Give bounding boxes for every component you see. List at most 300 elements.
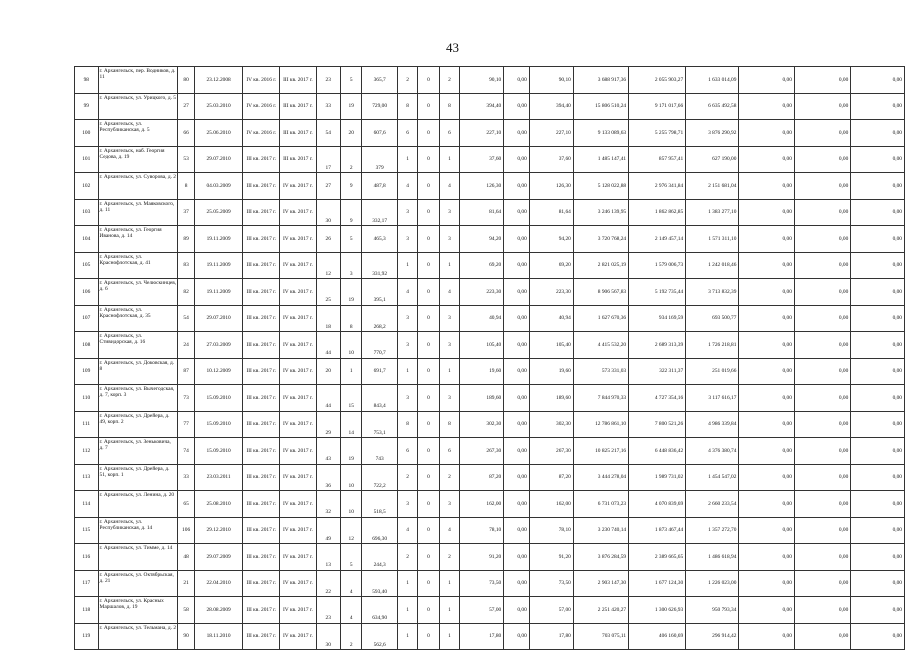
extra-funds-cell: 0,00 — [851, 544, 905, 571]
act-number-cell: 90 — [178, 623, 195, 650]
local-budget-cell: 0,00 — [739, 544, 794, 571]
municipal-area-cell: 0,00 — [504, 279, 530, 306]
private-area-cell: 94,20 — [529, 226, 573, 253]
resettlement-quarter-cell: IV кв. 2017 г. — [280, 411, 316, 438]
table-row — [75, 517, 905, 544]
regional-budget-cell: 3 876 290,92 — [686, 120, 739, 147]
table-row — [75, 597, 905, 624]
planned-quarter-cell: III кв. 2017 г. — [243, 464, 280, 491]
act-number-cell: 66 — [178, 120, 195, 147]
total-area-cell: 162,00 — [460, 491, 504, 518]
act-date-cell: 15.09.2010 — [194, 438, 242, 465]
municipal-premises-cell: 0 — [418, 67, 439, 94]
extra-funds-cell: 0,00 — [851, 279, 905, 306]
resettlement-quarter-cell: IV кв. 2017 г. — [280, 199, 316, 226]
municipal-area-cell: 0,00 — [504, 570, 530, 597]
municipal-area-cell: 0,00 — [504, 517, 530, 544]
act-number-cell: 53 — [178, 146, 195, 173]
regional-budget-cell: 2 151 681,04 — [686, 173, 739, 200]
municipal-area-cell: 0,00 — [504, 491, 530, 518]
page-number: 43 — [446, 40, 459, 55]
regional-budget-cell: 1 226 023,00 — [686, 570, 739, 597]
residents-cell: 18 — [316, 305, 340, 332]
municipal-premises-cell: 0 — [418, 226, 439, 253]
planned-quarter-cell: III кв. 2017 г. — [243, 385, 280, 412]
premises-count-cell: 19 — [340, 279, 362, 306]
residents-cell: 44 — [316, 332, 340, 359]
residents-cell: 33 — [316, 93, 340, 120]
area-cell: 465,3 — [362, 226, 397, 253]
municipal-area-cell: 0,00 — [504, 385, 530, 412]
municipal-premises-cell: 0 — [418, 279, 439, 306]
residents-cell: 29 — [316, 411, 340, 438]
act-number-cell: 21 — [178, 570, 195, 597]
address-cell: г. Архангельск, ул. Челюскинцев, д. 6 — [98, 279, 178, 306]
private-premises-cell: 3 — [439, 385, 459, 412]
residents-cell: 23 — [316, 67, 340, 94]
other-funds-cell: 0,00 — [794, 544, 850, 571]
total-area-cell: 267,30 — [460, 438, 504, 465]
total-cost-cell: 3 246 139,95 — [573, 199, 628, 226]
act-date-cell: 25.05.2009 — [194, 199, 242, 226]
resettlement-quarter-cell: IV кв. 2017 г. — [280, 226, 316, 253]
extra-funds-cell: 0,00 — [851, 464, 905, 491]
address-cell: г. Архангельск, ул. Республиканская, д. 5 — [98, 120, 178, 147]
row-number-cell: 119 — [75, 623, 99, 650]
planned-quarter-cell: IV кв. 2016 г. — [243, 67, 280, 94]
act-number-cell: 24 — [178, 332, 195, 359]
fund-cost-cell: 2 149 457,14 — [629, 226, 686, 253]
municipal-premises-cell: 0 — [418, 438, 439, 465]
total-cost-cell: 4 415 532,20 — [573, 332, 628, 359]
other-funds-cell: 0,00 — [794, 385, 850, 412]
act-date-cell: 19.11.2009 — [194, 252, 242, 279]
row-number-cell: 107 — [75, 305, 99, 332]
address-cell: г. Архангельск, пер. Водников, д. 11 — [98, 67, 178, 94]
municipal-area-cell: 0,00 — [504, 120, 530, 147]
private-premises-cell: 4 — [439, 517, 459, 544]
total-premises-cell: 3 — [397, 226, 417, 253]
fund-cost-cell: 1 989 731,02 — [629, 464, 686, 491]
total-premises-cell: 4 — [397, 173, 417, 200]
row-number-cell: 100 — [75, 120, 99, 147]
row-number-cell: 104 — [75, 226, 99, 253]
private-premises-cell: 1 — [439, 146, 459, 173]
resettlement-quarter-cell: IV кв. 2017 г. — [280, 252, 316, 279]
other-funds-cell: 0,00 — [794, 517, 850, 544]
municipal-premises-cell: 0 — [418, 252, 439, 279]
act-date-cell: 29.12.2010 — [194, 517, 242, 544]
fund-cost-cell: 1 873 467,44 — [629, 517, 686, 544]
private-area-cell: 227,10 — [529, 120, 573, 147]
local-budget-cell: 0,00 — [739, 570, 794, 597]
area-cell: 331,92 — [362, 252, 397, 279]
total-premises-cell: 8 — [397, 93, 417, 120]
total-cost-cell: 2 821 025,19 — [573, 252, 628, 279]
total-cost-cell: 1 485 147,41 — [573, 146, 628, 173]
row-number-cell: 110 — [75, 385, 99, 412]
fund-cost-cell: 9 171 017,66 — [629, 93, 686, 120]
private-area-cell: 90,10 — [529, 67, 573, 94]
local-budget-cell: 0,00 — [739, 491, 794, 518]
private-area-cell: 267,30 — [529, 438, 573, 465]
private-premises-cell: 8 — [439, 93, 459, 120]
row-number-cell: 109 — [75, 358, 99, 385]
planned-quarter-cell: III кв. 2017 г. — [243, 252, 280, 279]
total-premises-cell: 1 — [397, 570, 417, 597]
municipal-area-cell: 0,00 — [504, 252, 530, 279]
municipal-premises-cell: 0 — [418, 146, 439, 173]
private-area-cell: 87,20 — [529, 464, 573, 491]
private-premises-cell: 3 — [439, 305, 459, 332]
private-premises-cell: 2 — [439, 544, 459, 571]
premises-count-cell: 5 — [340, 544, 362, 571]
total-cost-cell: 1 627 670,36 — [573, 305, 628, 332]
total-cost-cell: 573 331,03 — [573, 358, 628, 385]
table-row — [75, 358, 905, 385]
premises-count-cell: 19 — [340, 93, 362, 120]
other-funds-cell: 0,00 — [794, 252, 850, 279]
act-date-cell: 27.03.2009 — [194, 332, 242, 359]
total-area-cell: 223,30 — [460, 279, 504, 306]
municipal-area-cell: 0,00 — [504, 358, 530, 385]
total-premises-cell: 1 — [397, 252, 417, 279]
other-funds-cell: 0,00 — [794, 623, 850, 650]
municipal-premises-cell: 0 — [418, 332, 439, 359]
table-row — [75, 544, 905, 571]
total-area-cell: 57,00 — [460, 597, 504, 624]
regional-budget-cell: 1 726 218,81 — [686, 332, 739, 359]
address-cell: г. Архангельск, ул. Доковская, д. 8 — [98, 358, 178, 385]
other-funds-cell: 0,00 — [794, 491, 850, 518]
regional-budget-cell: 3 713 832,39 — [686, 279, 739, 306]
premises-count-cell: 1 — [340, 358, 362, 385]
regional-budget-cell: 251 019,66 — [686, 358, 739, 385]
municipal-premises-cell: 0 — [418, 464, 439, 491]
premises-count-cell: 8 — [340, 305, 362, 332]
extra-funds-cell: 0,00 — [851, 226, 905, 253]
private-premises-cell: 3 — [439, 332, 459, 359]
row-number-cell: 112 — [75, 438, 99, 465]
private-area-cell: 81,64 — [529, 199, 573, 226]
act-number-cell: 8 — [178, 173, 195, 200]
total-cost-cell: 3 230 740,14 — [573, 517, 628, 544]
area-cell: 395,1 — [362, 279, 397, 306]
local-budget-cell: 0,00 — [739, 623, 794, 650]
total-area-cell: 302,30 — [460, 411, 504, 438]
resettlement-quarter-cell: III кв. 2017 г. — [280, 120, 316, 147]
planned-quarter-cell: IV кв. 2016 г. — [243, 120, 280, 147]
local-budget-cell: 0,00 — [739, 464, 794, 491]
other-funds-cell: 0,00 — [794, 358, 850, 385]
municipal-area-cell: 0,00 — [504, 67, 530, 94]
total-premises-cell: 1 — [397, 146, 417, 173]
act-number-cell: 89 — [178, 226, 195, 253]
act-number-cell: 82 — [178, 279, 195, 306]
act-date-cell: 25.08.2010 — [194, 491, 242, 518]
municipal-area-cell: 0,00 — [504, 623, 530, 650]
fund-cost-cell: 406 160,69 — [629, 623, 686, 650]
act-date-cell: 10.12.2009 — [194, 358, 242, 385]
extra-funds-cell: 0,00 — [851, 93, 905, 120]
total-area-cell: 394,40 — [460, 93, 504, 120]
address-cell: г. Архангельск, ул. Красных Маршалов, д. 19 — [98, 597, 178, 624]
area-cell: 729,00 — [362, 93, 397, 120]
extra-funds-cell: 0,00 — [851, 570, 905, 597]
address-cell: г. Архангельск, ул. Вычегодская, д. 7, корп. 3 — [98, 385, 178, 412]
local-budget-cell: 0,00 — [739, 146, 794, 173]
act-date-cell: 29.07.2009 — [194, 544, 242, 571]
resettlement-quarter-cell: IV кв. 2017 г. — [280, 438, 316, 465]
other-funds-cell: 0,00 — [794, 279, 850, 306]
other-funds-cell: 0,00 — [794, 305, 850, 332]
extra-funds-cell: 0,00 — [851, 305, 905, 332]
row-number-cell: 118 — [75, 597, 99, 624]
area-cell: 562,6 — [362, 623, 397, 650]
total-area-cell: 19,60 — [460, 358, 504, 385]
total-cost-cell: 6 731 073,23 — [573, 491, 628, 518]
municipal-area-cell: 0,00 — [504, 226, 530, 253]
planned-quarter-cell: III кв. 2017 г. — [243, 597, 280, 624]
resettlement-quarter-cell: III кв. 2017 г. — [280, 67, 316, 94]
private-area-cell: 69,20 — [529, 252, 573, 279]
local-budget-cell: 0,00 — [739, 358, 794, 385]
total-premises-cell: 4 — [397, 279, 417, 306]
planned-quarter-cell: III кв. 2017 г. — [243, 411, 280, 438]
residents-cell: 30 — [316, 623, 340, 650]
fund-cost-cell: 4 070 839,69 — [629, 491, 686, 518]
extra-funds-cell: 0,00 — [851, 199, 905, 226]
act-date-cell: 15.09.2010 — [194, 411, 242, 438]
act-number-cell: 33 — [178, 464, 195, 491]
total-area-cell: 105,40 — [460, 332, 504, 359]
area-cell: 770,7 — [362, 332, 397, 359]
fund-cost-cell: 322 311,37 — [629, 358, 686, 385]
act-number-cell: 54 — [178, 305, 195, 332]
other-funds-cell: 0,00 — [794, 438, 850, 465]
row-number-cell: 115 — [75, 517, 99, 544]
area-cell: 753,1 — [362, 411, 397, 438]
planned-quarter-cell: IV кв. 2016 г. — [243, 93, 280, 120]
row-number-cell: 98 — [75, 67, 99, 94]
table-row — [75, 464, 905, 491]
premises-count-cell: 14 — [340, 411, 362, 438]
fund-cost-cell: 2 976 341,84 — [629, 173, 686, 200]
private-premises-cell: 3 — [439, 491, 459, 518]
act-number-cell: 65 — [178, 491, 195, 518]
table-row — [75, 385, 905, 412]
total-premises-cell: 6 — [397, 120, 417, 147]
premises-count-cell: 4 — [340, 570, 362, 597]
act-date-cell: 04.03.2009 — [194, 173, 242, 200]
private-premises-cell: 1 — [439, 252, 459, 279]
total-premises-cell: 3 — [397, 332, 417, 359]
regional-budget-cell: 4 986 339,84 — [686, 411, 739, 438]
total-cost-cell: 5 128 022,88 — [573, 173, 628, 200]
act-number-cell: 48 — [178, 544, 195, 571]
planned-quarter-cell: III кв. 2017 г. — [243, 358, 280, 385]
address-cell: г. Архангельск, ул. Зеньковича, д. 7 — [98, 438, 178, 465]
address-cell: г. Архангельск, ул. Георгия Иванова, д. 14 — [98, 226, 178, 253]
fund-cost-cell: 5 255 798,71 — [629, 120, 686, 147]
total-cost-cell: 12 786 861,10 — [573, 411, 628, 438]
planned-quarter-cell: III кв. 2017 г. — [243, 146, 280, 173]
address-cell: г. Архангельск, ул. Дрейера, д. 51, корп. 1 — [98, 464, 178, 491]
local-budget-cell: 0,00 — [739, 332, 794, 359]
area-cell: 696,30 — [362, 517, 397, 544]
planned-quarter-cell: III кв. 2017 г. — [243, 544, 280, 571]
residents-cell: 23 — [316, 597, 340, 624]
act-date-cell: 18.11.2010 — [194, 623, 242, 650]
planned-quarter-cell: III кв. 2017 г. — [243, 438, 280, 465]
premises-count-cell: 10 — [340, 464, 362, 491]
row-number-cell: 99 — [75, 93, 99, 120]
private-area-cell: 78,10 — [529, 517, 573, 544]
total-area-cell: 81,64 — [460, 199, 504, 226]
resettlement-quarter-cell: IV кв. 2017 г. — [280, 279, 316, 306]
fund-cost-cell: 2 689 313,39 — [629, 332, 686, 359]
private-area-cell: 17,80 — [529, 623, 573, 650]
regional-budget-cell: 950 793,34 — [686, 597, 739, 624]
total-cost-cell: 703 075,11 — [573, 623, 628, 650]
address-cell: г. Архангельск, ул. Дрейера, д. 49, корп. 2 — [98, 411, 178, 438]
residents-cell: 43 — [316, 438, 340, 465]
residents-cell: 49 — [316, 517, 340, 544]
municipal-area-cell: 0,00 — [504, 199, 530, 226]
regional-budget-cell: 1 486 618,94 — [686, 544, 739, 571]
total-cost-cell: 10 825 217,16 — [573, 438, 628, 465]
local-budget-cell: 0,00 — [739, 93, 794, 120]
area-cell: 518,5 — [362, 491, 397, 518]
regional-budget-cell: 6 635 492,58 — [686, 93, 739, 120]
municipal-area-cell: 0,00 — [504, 305, 530, 332]
total-area-cell: 126,30 — [460, 173, 504, 200]
other-funds-cell: 0,00 — [794, 93, 850, 120]
private-area-cell: 37,60 — [529, 146, 573, 173]
regional-budget-cell: 1 383 277,10 — [686, 199, 739, 226]
act-number-cell: 73 — [178, 385, 195, 412]
regional-budget-cell: 693 500,77 — [686, 305, 739, 332]
regional-budget-cell: 4 376 380,74 — [686, 438, 739, 465]
local-budget-cell: 0,00 — [739, 517, 794, 544]
fund-cost-cell: 1 579 006,73 — [629, 252, 686, 279]
fund-cost-cell: 7 800 521,26 — [629, 411, 686, 438]
residents-cell: 54 — [316, 120, 340, 147]
residents-cell: 44 — [316, 385, 340, 412]
address-cell: г. Архангельск, ул. Маяковского, д. 11 — [98, 199, 178, 226]
address-cell: г. Архангельск, ул. Республиканская, д. 14 — [98, 517, 178, 544]
other-funds-cell: 0,00 — [794, 411, 850, 438]
private-area-cell: 126,30 — [529, 173, 573, 200]
act-date-cell: 25.06.2010 — [194, 120, 242, 147]
total-area-cell: 17,80 — [460, 623, 504, 650]
total-area-cell: 94,20 — [460, 226, 504, 253]
area-cell: 634,90 — [362, 597, 397, 624]
municipal-premises-cell: 0 — [418, 544, 439, 571]
total-area-cell: 189,60 — [460, 385, 504, 412]
premises-count-cell: 3 — [340, 252, 362, 279]
total-cost-cell: 3 720 768,24 — [573, 226, 628, 253]
act-number-cell: 87 — [178, 358, 195, 385]
area-cell: 268,2 — [362, 305, 397, 332]
area-cell: 487,8 — [362, 173, 397, 200]
resettlement-quarter-cell: IV кв. 2017 г. — [280, 570, 316, 597]
private-area-cell: 105,40 — [529, 332, 573, 359]
municipal-premises-cell: 0 — [418, 411, 439, 438]
row-number-cell: 113 — [75, 464, 99, 491]
private-area-cell: 189,60 — [529, 385, 573, 412]
private-area-cell: 162,00 — [529, 491, 573, 518]
residents-cell: 32 — [316, 491, 340, 518]
planned-quarter-cell: III кв. 2017 г. — [243, 570, 280, 597]
total-premises-cell: 8 — [397, 411, 417, 438]
private-premises-cell: 2 — [439, 464, 459, 491]
table-row — [75, 146, 905, 173]
other-funds-cell: 0,00 — [794, 67, 850, 94]
municipal-area-cell: 0,00 — [504, 173, 530, 200]
local-budget-cell: 0,00 — [739, 252, 794, 279]
area-cell: 843,4 — [362, 385, 397, 412]
planned-quarter-cell: III кв. 2017 г. — [243, 623, 280, 650]
resettlement-quarter-cell: IV кв. 2017 г. — [280, 544, 316, 571]
area-cell: 691,7 — [362, 358, 397, 385]
other-funds-cell: 0,00 — [794, 146, 850, 173]
extra-funds-cell: 0,00 — [851, 623, 905, 650]
extra-funds-cell: 0,00 — [851, 146, 905, 173]
total-premises-cell: 1 — [397, 623, 417, 650]
total-area-cell: 90,10 — [460, 67, 504, 94]
table-row — [75, 491, 905, 518]
total-area-cell: 73,50 — [460, 570, 504, 597]
local-budget-cell: 0,00 — [739, 385, 794, 412]
local-budget-cell: 0,00 — [739, 597, 794, 624]
row-number-cell: 103 — [75, 199, 99, 226]
total-cost-cell: 9 133 089,63 — [573, 120, 628, 147]
regional-budget-cell: 1 571 311,10 — [686, 226, 739, 253]
table-row — [75, 226, 905, 253]
residents-cell: 22 — [316, 570, 340, 597]
total-area-cell: 87,20 — [460, 464, 504, 491]
other-funds-cell: 0,00 — [794, 120, 850, 147]
row-number-cell: 117 — [75, 570, 99, 597]
table-row — [75, 67, 905, 94]
table-row — [75, 279, 905, 306]
area-cell: 743 — [362, 438, 397, 465]
extra-funds-cell: 0,00 — [851, 385, 905, 412]
municipal-premises-cell: 0 — [418, 173, 439, 200]
address-cell: г. Архангельск, ул. Стивидорская, д. 16 — [98, 332, 178, 359]
fund-cost-cell: 1 300 626,93 — [629, 597, 686, 624]
residents-cell: 20 — [316, 358, 340, 385]
municipal-premises-cell: 0 — [418, 358, 439, 385]
row-number-cell: 106 — [75, 279, 99, 306]
total-area-cell: 37,60 — [460, 146, 504, 173]
row-number-cell: 101 — [75, 146, 99, 173]
table-row — [75, 570, 905, 597]
municipal-area-cell: 0,00 — [504, 464, 530, 491]
municipal-area-cell: 0,00 — [504, 332, 530, 359]
area-cell: 244,3 — [362, 544, 397, 571]
act-date-cell: 28.08.2009 — [194, 597, 242, 624]
municipal-premises-cell: 0 — [418, 491, 439, 518]
act-number-cell: 58 — [178, 597, 195, 624]
resettlement-quarter-cell: IV кв. 2017 г. — [280, 332, 316, 359]
private-premises-cell: 1 — [439, 358, 459, 385]
total-premises-cell: 4 — [397, 517, 417, 544]
total-cost-cell: 7 844 970,33 — [573, 385, 628, 412]
private-area-cell: 19,60 — [529, 358, 573, 385]
total-cost-cell: 2 903 147,30 — [573, 570, 628, 597]
